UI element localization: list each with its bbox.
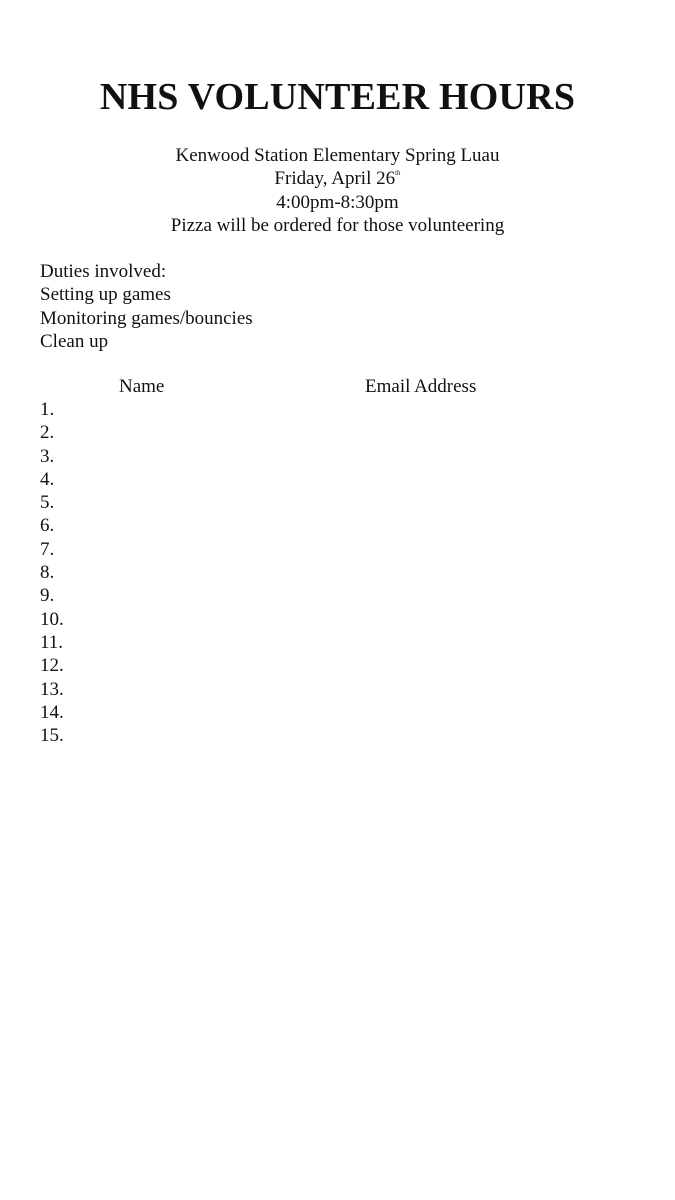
email-column-header: Email Address [365, 376, 477, 397]
signup-row: 9. [40, 585, 55, 607]
event-name: Kenwood Station Elementary Spring Luau [175, 145, 500, 166]
signup-row: 8. [40, 562, 55, 584]
signup-row: 1. [40, 399, 55, 420]
signup-list [40, 398, 64, 747]
signup-row: 2. [40, 422, 55, 444]
event-date-text: Friday, April 26 [274, 168, 396, 190]
signup-row: 7. [40, 538, 55, 560]
duty-item: Setting up games [40, 284, 171, 306]
signup-row: 4. [40, 468, 55, 490]
event-date-suffix: th [395, 169, 401, 178]
event-details [0, 144, 675, 237]
signup-row: 6. [40, 515, 55, 537]
event-date [0, 167, 675, 190]
signup-row: 13. [40, 678, 64, 700]
signup-row: 10. [40, 608, 64, 630]
signup-row: 11. [40, 631, 64, 653]
name-column-header: Name [119, 376, 165, 397]
duty-item: Clean up [40, 330, 109, 352]
event-note: Pizza will be ordered for those volunteering [170, 214, 505, 236]
page-title: NHS VOLUNTEER HOURS [99, 76, 576, 118]
duties-section [40, 260, 253, 353]
signup-row: 15. [40, 725, 64, 747]
signup-row: 3. [40, 445, 55, 467]
duty-item: Monitoring games/bouncies [40, 307, 253, 329]
duties-heading: Duties involved: [40, 261, 167, 282]
signup-row: 12. [40, 655, 64, 677]
signup-row: 5. [40, 492, 55, 514]
event-time: 4:00pm-8:30pm [276, 191, 399, 213]
signup-row: 14. [40, 701, 64, 723]
